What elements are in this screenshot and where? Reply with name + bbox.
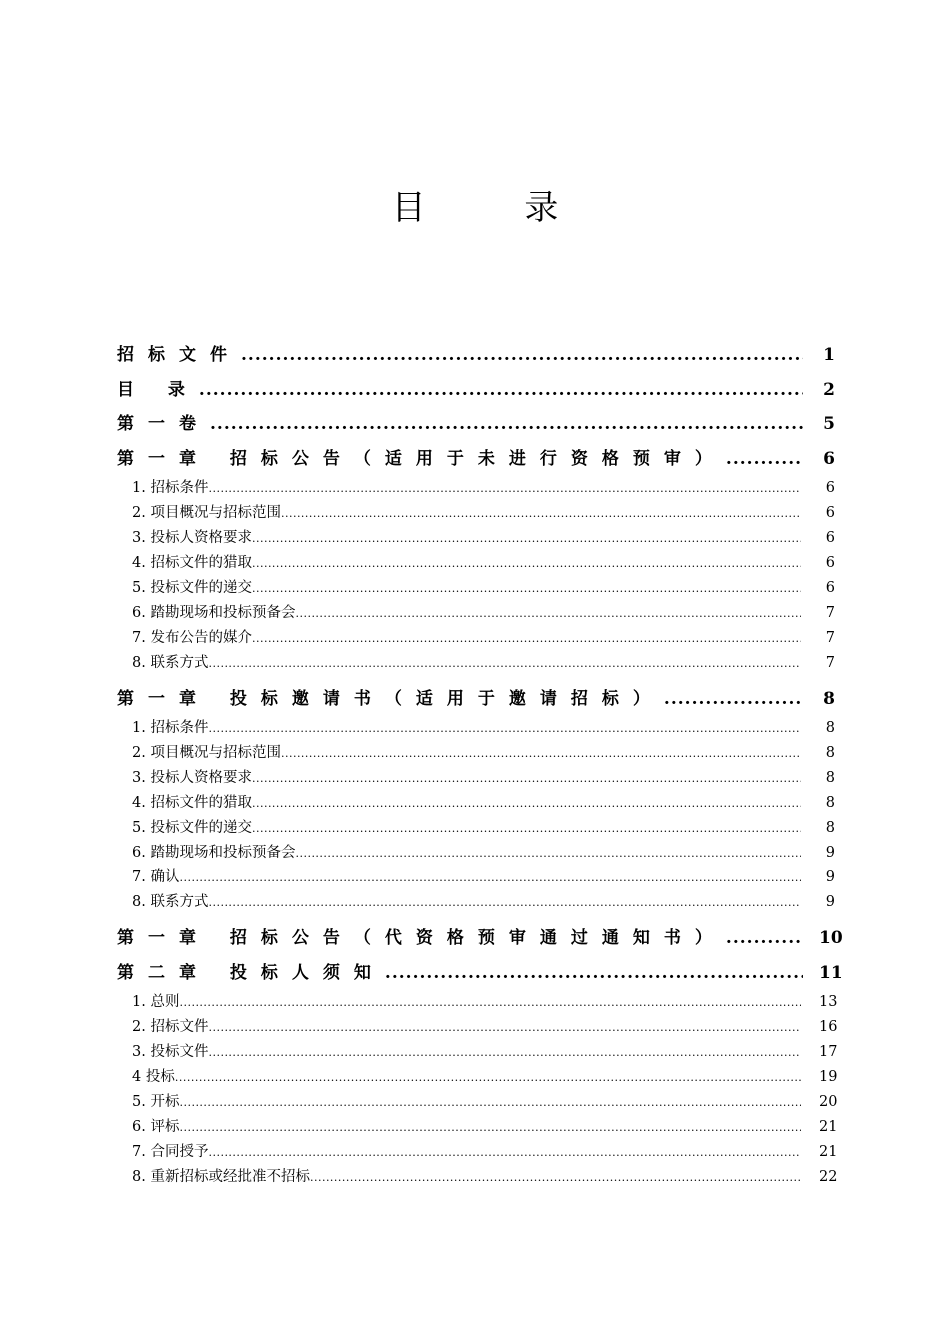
toc-entry-page-number: 21: [819, 1143, 838, 1160]
toc-entry-page-number: 7: [825, 629, 835, 646]
toc-entry-subitem[interactable]: [117, 626, 835, 651]
toc-entry-page-number: 8: [825, 794, 835, 811]
toc-entry-label: 6. 评标: [132, 1118, 180, 1135]
toc-entry-label: 7. 合同授予: [132, 1143, 209, 1160]
toc-leader-dots: [208, 891, 801, 916]
toc-entry-subitem[interactable]: [117, 476, 835, 501]
toc-entry-page-number: 8: [825, 720, 835, 737]
toc-leader-dots: [179, 866, 801, 891]
toc-entry-subitem[interactable]: [117, 1165, 838, 1190]
toc-entry-subitem[interactable]: [117, 576, 835, 601]
toc-leader-dots: [179, 1091, 801, 1116]
toc-entry-subitem[interactable]: [117, 716, 835, 741]
page-title: 目 录: [391, 188, 603, 228]
toc-entry-label: 第一章 招标公告（适用于未进行资格预审）: [117, 448, 726, 469]
toc-entry-label: 3. 投标文件: [132, 1044, 209, 1061]
toc-entry-page-number: 8: [823, 688, 835, 709]
toc-leader-dots: [252, 552, 801, 577]
toc-leader-dots: [208, 477, 801, 502]
toc-entry-heading[interactable]: [117, 338, 835, 373]
toc-entry-label: 5. 开标: [132, 1093, 180, 1110]
toc-entry-page-number: 21: [819, 1118, 838, 1135]
toc-entry-subitem[interactable]: [117, 1090, 838, 1115]
toc-entry-label: 2. 项目概况与招标范围: [132, 505, 281, 522]
toc-entry-label: 4 投标: [132, 1069, 175, 1086]
toc-entry-subitem[interactable]: [117, 651, 835, 676]
toc-leader-dots: [241, 338, 803, 373]
toc-entry-page-number: 22: [819, 1168, 838, 1185]
toc-entry-page-number: 10: [819, 928, 843, 949]
toc-entry-page-number: 6: [825, 505, 835, 522]
toc-entry-label: 7. 确认: [132, 869, 180, 886]
toc-entry-label: 4. 招标文件的猎取: [132, 555, 252, 572]
toc-entry-subitem[interactable]: [117, 841, 835, 866]
toc-entry-heading[interactable]: [117, 956, 843, 991]
toc-leader-dots: [199, 373, 803, 408]
toc-entry-subitem[interactable]: [117, 990, 838, 1015]
toc-entry-label: 3. 投标人资格要求: [132, 769, 252, 786]
toc-leader-dots: [208, 652, 801, 677]
toc-entry-page-number: 1: [823, 345, 835, 365]
toc-entry-label: 8. 重新招标或经批准不招标: [132, 1168, 310, 1185]
toc-entry-page-number: 5: [823, 414, 835, 435]
toc-leader-dots: [208, 1016, 801, 1041]
toc-entry-page-number: 11: [819, 962, 843, 983]
toc-leader-dots: [295, 602, 801, 627]
toc-entry-page-number: 8: [825, 819, 835, 836]
toc-entry-label: 8. 联系方式: [132, 894, 209, 911]
toc-entry-page-number: 6: [823, 448, 835, 469]
table-of-contents: [117, 338, 843, 1190]
toc-entry-label: 1. 招标条件: [132, 720, 209, 737]
toc-entry-page-number: 8: [825, 744, 835, 761]
toc-entry-page-number: 13: [819, 994, 838, 1011]
toc-entry-label: 4. 招标文件的猎取: [132, 794, 252, 811]
toc-entry-page-number: 16: [819, 1019, 838, 1036]
toc-entry-label: 3. 投标人资格要求: [132, 530, 252, 547]
toc-leader-dots: [385, 956, 803, 991]
toc-entry-page-number: 8: [825, 769, 835, 786]
toc-entry-label: 6. 踏勘现场和投标预备会: [132, 604, 296, 621]
toc-leader-dots: [726, 442, 803, 477]
toc-entry-page-number: 9: [825, 894, 835, 911]
toc-entry-page-number: 20: [819, 1093, 838, 1110]
toc-entry-subitem[interactable]: [117, 1040, 838, 1065]
toc-entry-page-number: 9: [825, 869, 835, 886]
toc-leader-dots: [295, 842, 801, 867]
toc-leader-dots: [252, 792, 801, 817]
toc-entry-subitem[interactable]: [117, 551, 835, 576]
toc-entry-subitem[interactable]: [117, 601, 835, 626]
toc-leader-dots: [252, 577, 801, 602]
toc-entry-label: 7. 发布公告的媒介: [132, 629, 252, 646]
toc-entry-heading[interactable]: [117, 921, 843, 956]
toc-entry-page-number: 7: [825, 604, 835, 621]
toc-leader-dots: [179, 1116, 801, 1141]
toc-entry-subitem[interactable]: [117, 865, 835, 890]
toc-leader-dots: [726, 921, 803, 956]
toc-entry-heading[interactable]: [117, 442, 835, 477]
toc-entry-page-number: 9: [825, 844, 835, 861]
toc-entry-label: 招标文件: [117, 345, 241, 365]
toc-entry-label: 2. 招标文件: [132, 1019, 209, 1036]
toc-leader-dots: [252, 527, 801, 552]
toc-entry-heading[interactable]: [117, 682, 835, 717]
toc-entry-label: 5. 投标文件的递交: [132, 579, 252, 596]
toc-entry-subitem[interactable]: [117, 1015, 838, 1040]
toc-entry-page-number: 6: [825, 555, 835, 572]
toc-entry-label: 2. 项目概况与招标范围: [132, 744, 281, 761]
toc-entry-page-number: 6: [825, 530, 835, 547]
toc-entry-label: 第一章 招标公告（代资格预审通过通知书）: [117, 928, 726, 949]
toc-entry-subitem[interactable]: [117, 741, 835, 766]
toc-leader-dots: [252, 767, 801, 792]
toc-leader-dots: [664, 682, 803, 717]
toc-leader-dots: [281, 742, 801, 767]
toc-entry-heading[interactable]: [117, 407, 835, 442]
toc-entry-label: 第一章 投标邀请书（适用于邀请招标）: [117, 688, 664, 709]
toc-entry-label: 1. 总则: [132, 994, 180, 1011]
toc-entry-subitem[interactable]: [117, 791, 835, 816]
toc-entry-label: 1. 招标条件: [132, 480, 209, 497]
toc-entry-subitem[interactable]: [117, 1065, 838, 1090]
toc-entry-page-number: 2: [823, 379, 835, 400]
toc-leader-dots: [208, 1041, 801, 1066]
toc-entry-page-number: 19: [819, 1069, 838, 1086]
toc-leader-dots: [210, 407, 803, 442]
toc-entry-subitem[interactable]: [117, 766, 835, 791]
toc-entry-page-number: 7: [825, 654, 835, 671]
toc-leader-dots: [208, 1141, 801, 1166]
toc-entry-label: 第一卷: [117, 414, 210, 435]
toc-entry-label: 8. 联系方式: [132, 654, 209, 671]
toc-entry-page-number: 17: [819, 1044, 838, 1061]
toc-entry-subitem[interactable]: [117, 816, 835, 841]
toc-leader-dots: [252, 627, 801, 652]
toc-entry-label: 目 录: [117, 379, 199, 400]
toc-entry-subitem[interactable]: [117, 1115, 838, 1140]
toc-entry-page-number: 6: [825, 579, 835, 596]
toc-entry-label: 5. 投标文件的递交: [132, 819, 252, 836]
toc-entry-label: 第二章 投标人须知: [117, 962, 385, 983]
toc-leader-dots: [179, 991, 801, 1016]
toc-leader-dots: [310, 1166, 801, 1191]
toc-entry-heading[interactable]: [117, 373, 835, 408]
toc-entry-subitem[interactable]: [117, 1140, 838, 1165]
toc-entry-subitem[interactable]: [117, 890, 835, 915]
toc-leader-dots: [208, 717, 801, 742]
toc-entry-subitem[interactable]: [117, 501, 835, 526]
toc-entry-subitem[interactable]: [117, 526, 835, 551]
toc-leader-dots: [175, 1066, 801, 1091]
toc-leader-dots: [252, 817, 801, 842]
toc-entry-page-number: 6: [825, 480, 835, 497]
toc-leader-dots: [281, 502, 801, 527]
toc-entry-label: 6. 踏勘现场和投标预备会: [132, 844, 296, 861]
